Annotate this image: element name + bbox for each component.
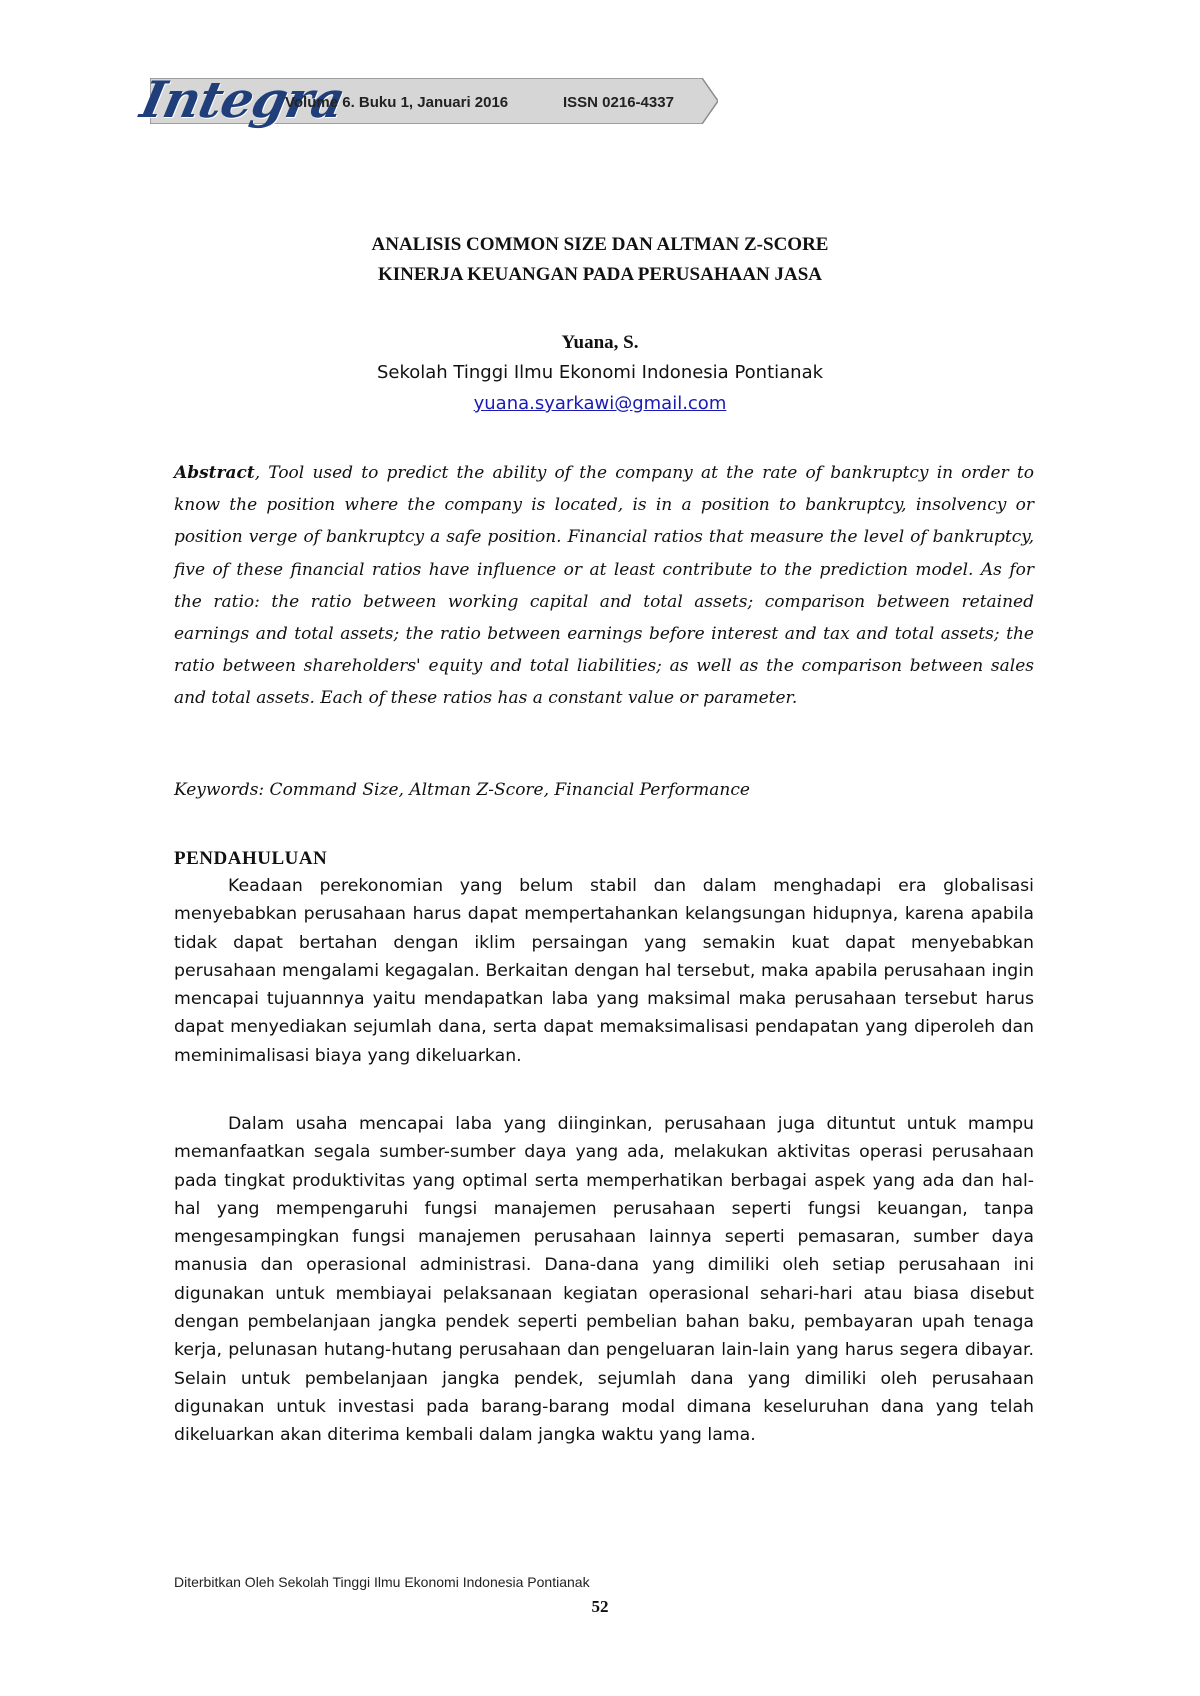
abstract [174, 457, 1034, 715]
section-heading: PENDAHULUAN [174, 848, 328, 869]
body-paragraph-2: Dalam usaha mencapai laba yang diinginkan, perusahaan juga dituntut untuk mampu memanfaatkan segala sumber-sumber daya yang ada, melakukan aktivitas operasi perusahaan pada tingkat produktivitas yang optimal serta memperhatikan berbagai aspek yang ada dan hal-hal yang mempengaruhi fungsi manajemen perusahaan seperti fungsi keuangan, tanpa mengesampingkan fungsi manajemen perusahaan lainnya seperti pemasaran, sumber daya manusia dan operasional administrasi. Dana-dana yang dimiliki oleh setiap perusahaan ini digunakan untuk membiayai pelaksanaan kegiatan operasional sehari-hari atau biasa disebut dengan pembelanjaan jangka pendek seperti pembelian bahan baku, pembayaran upah tenaga kerja, pelunasan hutang-hutang perusahaan dan pengeluaran lain-lain yang harus segera dibayar. Selain untuk pembelanjaan jangka pendek, sejumlah dana yang dimiliki oleh perusahaan digunakan untuk investasi pada barang-barang modal dimana keseluruhan dana yang telah dikeluarkan akan diterima kembali dalam jangka waktu yang lama. [174, 1114, 1034, 1446]
keywords: Keywords: Command Size, Altman Z-Score, Financial Performance [174, 780, 750, 800]
author-affiliation: Sekolah Tinggi Ilmu Ekonomi Indonesia Pontianak [376, 362, 824, 383]
issn-info: ISSN 0216-4337 [563, 94, 674, 111]
footer-publisher: Diterbitkan Oleh Sekolah Tinggi Ilmu Ekonomi Indonesia Pontianak [174, 1574, 590, 1590]
page-number: 52 [591, 1597, 609, 1616]
body-paragraph-1: Keadaan perekonomian yang belum stabil dan dalam menghadapi era globalisasi menyebabkan perusahaan harus dapat mempertahankan kelangsungan hidupnya, karena apabila tidak dapat bertahan dengan iklim persaingan yang semakin kuat dapat menyebabkan perusahaan mengalami kegagalan. Berkaitan dengan hal tersebut, maka apabila perusahaan ingin mencapai tujuannnya yaitu mendapatkan laba yang maksimal maka perusahaan tersebut harus dapat menyediakan sejumlah dana, serta dapat memaksimalisasi pendapatan yang diperoleh dan meminimalisasi biaya yang dikeluarkan. [174, 876, 1034, 1066]
journal-logo: Integra [135, 70, 350, 129]
author-email-link[interactable]: yuana.syarkawi@gmail.com [473, 393, 727, 414]
paper-title-line2: KINERJA KEUANGAN PADA PERUSAHAAN JASA [377, 264, 823, 285]
author-name: Yuana, S. [561, 332, 639, 353]
abstract-text: , Tool used to predict the ability of the company at the rate of bankruptcy in order to know the position where the company is located, is in a position to bankruptcy, insolvency or position verge of bankruptcy a safe position. Financial ratios that measure the level of bankruptcy, five of these financial ratios have influence or at least contribute to the prediction model. As for the ratio: the ratio between working capital and total assets; comparison between retained earnings and total assets; the ratio between earnings before interest and tax and total assets; the ratio between shareholders' equity and total liabilities; as well as the comparison between sales and total assets. Each of these ratios has a constant value or parameter. [174, 463, 1034, 709]
abstract-label: Abstract [174, 463, 255, 483]
paper-title-line1: ANALISIS COMMON SIZE DAN ALTMAN Z-SCORE [371, 234, 829, 255]
volume-info: Volume 6. Buku 1, Januari 2016 [285, 94, 509, 111]
